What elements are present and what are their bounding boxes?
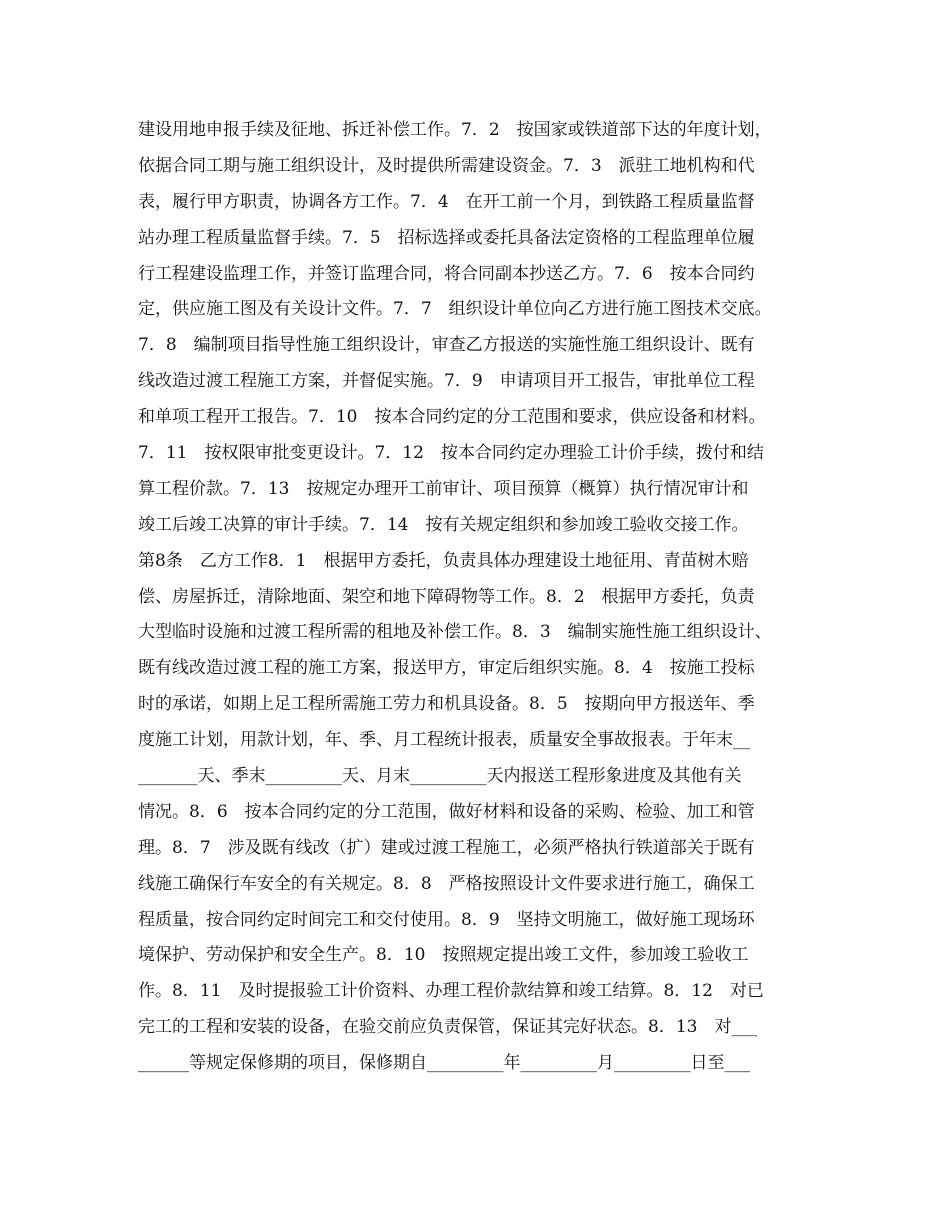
text-line: 偿、房屋拆迁，清除地面、架空和地下障碍物等工作。8．2 根据甲方委托，负责 [138, 586, 755, 607]
text-line: _______天、季末_________天、月末_________天内报送工程形象进度及其他有关 [138, 766, 742, 787]
text-line: 依据合同工期与施工组织设计，及时提供所需建设资金。7．3 派驻工地机构和代 [138, 155, 755, 176]
text-line: 行工程建设监理工作，并签订监理合同，将合同副本抄送乙方。7．6 按本合同约 [138, 263, 755, 284]
text-line: 时的承诺，如期上足工程所需施工劳力和机具设备。8．5 按期向甲方报送年、季 [138, 694, 755, 715]
text-line: 线施工确保行车安全的有关规定。8．8 严格按照设计文件要求进行施工，确保工 [138, 873, 755, 894]
text-line: 站办理工程质量监督手续。7．5 招标选择或委托具备法定资格的工程监理单位履 [138, 227, 755, 248]
text-line: 算工程价款。7．13 按规定办理开工前审计、项目预算（概算）执行情况审计和 [138, 478, 749, 499]
text-line: ______等规定保修期的项目，保修期自_________年_________月_________日至___ [138, 1053, 750, 1074]
text-line: 境保护、劳动保护和安全生产。8．10 按照规定提出竣工文件，参加竣工验收工 [138, 945, 749, 966]
text-line: 完工的工程和安装的设备，在验交前应负责保管，保证其完好状态。8．13 对___ [138, 1017, 757, 1038]
text-line: 和单项工程开工报告。7．10 按本合同约定的分工范围和要求，供应设备和材料。 [138, 407, 766, 428]
text-line: 作。8．11 及时提报验工计价资料、办理工程价款结算和竣工结算。8．12 对已 [138, 981, 764, 1002]
text-line: 情况。8．6 按本合同约定的分工范围，做好材料和设备的采购、检验、加工和管 [138, 801, 755, 822]
text-line: 程质量，按合同约定时间完工和交付使用。8．9 坚持文明施工，做好施工现场环 [138, 909, 755, 930]
text-line: 度施工计划，用款计划，年、季、月工程统计报表，质量安全事故报表。于年末__ [138, 730, 750, 751]
text-line: 表，履行甲方职责，协调各方工作。7．4 在开工前一个月，到铁路工程质量监督 [138, 191, 755, 212]
text-line: 既有线改造过渡工程的施工方案，报送甲方，审定后组织实施。8．4 按施工投标 [138, 658, 755, 679]
text-line: 建设用地申报手续及征地、拆迁补偿工作。7．2 按国家或铁道部下达的年度计划， [138, 120, 772, 140]
text-line: 定，供应施工图及有关设计文件。7．7 组织设计单位向乙方进行施工图技术交底。 [138, 299, 772, 320]
text-line: 7．8 编制项目指导性施工组织设计，审查乙方报送的实施性施工组织设计、既有 [138, 335, 755, 356]
text-line: 理。8．7 涉及既有线改（扩）建或过渡工程施工，必须严格执行铁道部关于既有 [138, 837, 755, 858]
contract-text-body [138, 113, 828, 1082]
text-line: 线改造过渡工程施工方案，并督促实施。7．9 申请项目开工报告，审批单位工程 [138, 371, 755, 392]
text-line: 第8条 乙方工作8．1 根据甲方委托，负责具体办理建设土地征用、青苗树木赔 [138, 550, 749, 571]
text-line: 7．11 按权限审批变更设计。7．12 按本合同约定办理验工计价手续，拨付和结 [138, 443, 764, 464]
text-line: 大型临时设施和过渡工程所需的租地及补偿工作。8．3 编制实施性施工组织设计、 [138, 622, 772, 643]
text-line: 竣工后竣工决算的审计手续。7．14 按有关规定组织和参加竣工验收交接工作。 [138, 514, 749, 535]
